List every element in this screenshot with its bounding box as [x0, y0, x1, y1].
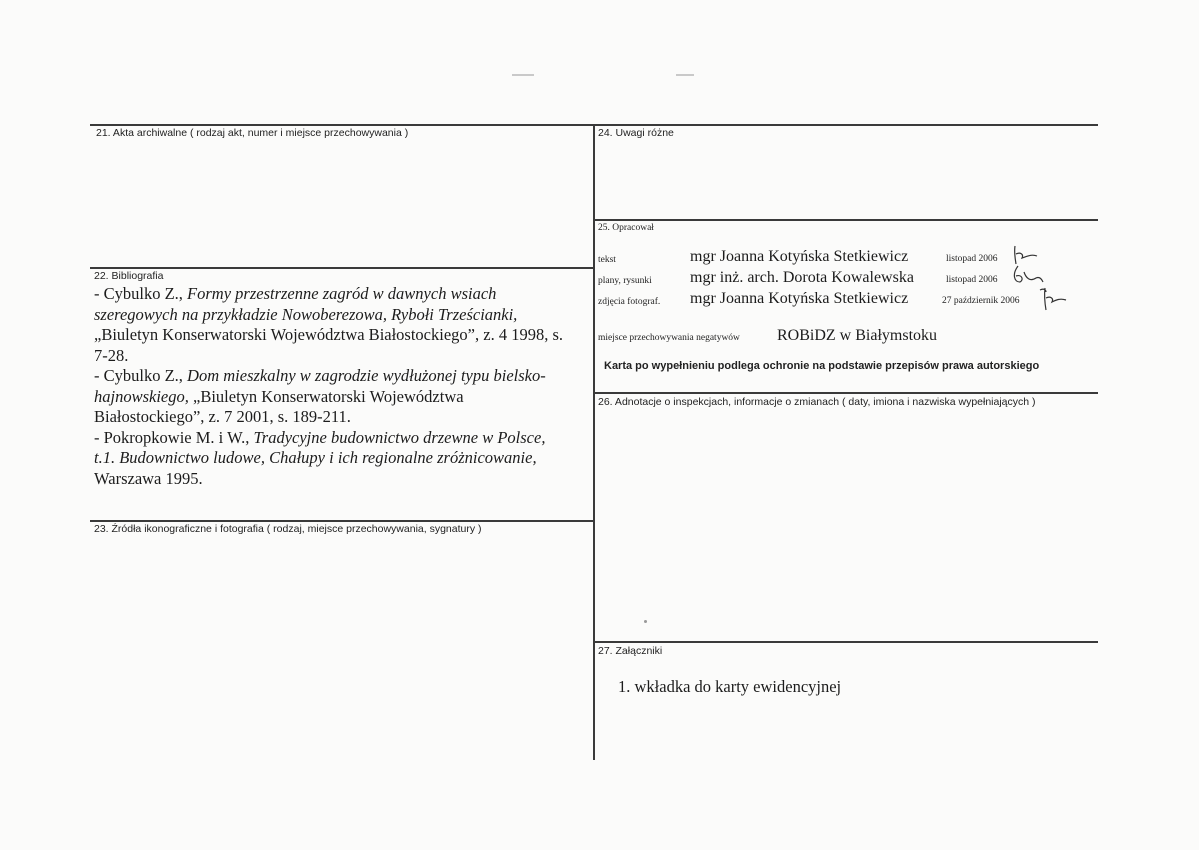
- rule-27: [594, 641, 1098, 643]
- section-22-label: 22. Bibliografia: [94, 270, 164, 282]
- copyright-note: Karta po wypełnieniu podlega ochronie na podstawie przepisów prawa autorskiego: [604, 360, 1040, 372]
- role-label: plany, rysunki: [598, 276, 652, 286]
- bib-line: - Cybulko Z., Dom mieszkalny w zagrodzie wydłużonej typu bielsko-: [94, 366, 546, 385]
- negatives-location: ROBiDZ w Białymstoku: [777, 327, 938, 344]
- bib-line: - Cybulko Z., Formy przestrzenne zagród w dawnych wsiach: [94, 284, 497, 303]
- section-27-label: 27. Załączniki: [598, 645, 663, 657]
- author-date: listopad 2006: [946, 254, 998, 264]
- rule-26: [594, 392, 1098, 394]
- bib-line: - Pokropkowie M. i W., Tradycyjne budownictwo drzewne w Polsce,: [94, 427, 546, 447]
- bib-line: Warszawa 1995.: [94, 468, 203, 488]
- section-24-label: 24. Uwagi różne: [598, 127, 674, 139]
- bib-line: 7-28.: [94, 345, 129, 365]
- handwritten-initials: [1010, 244, 1040, 266]
- author-name: mgr inż. arch. Dorota Kowalewska: [690, 269, 914, 286]
- bibliography-entry: [94, 428, 590, 490]
- rule-22: [90, 267, 594, 269]
- rule-23: [90, 520, 594, 522]
- author-name: mgr Joanna Kotyńska Stetkiewicz: [690, 248, 909, 265]
- bib-line: „Biuletyn Konserwatorski Województwa Białostockiego”, z. 4 1998, s.: [94, 325, 563, 344]
- bibliography-entry: [94, 366, 590, 428]
- bib-line: Białostockiego”, z. 7 2001, s. 189-211.: [94, 407, 351, 426]
- author-date: 27 październik 2006: [942, 296, 1020, 306]
- bibliography-text: [94, 284, 590, 489]
- bib-line: t.1. Budownictwo ludowe, Chałupy i ich regionalne zróżnicowanie,: [94, 448, 537, 467]
- rule-25: [594, 219, 1098, 221]
- section-25-label: 25. Opracował: [598, 223, 654, 233]
- role-label: zdjęcia fotograf.: [598, 297, 661, 307]
- bib-line: szeregowych na przykładzie Nowoberezowa, Rybołi Trześcianki,: [94, 304, 518, 324]
- top-rule-left: [90, 124, 594, 126]
- attachment-item: 1. wkładka do karty ewidencyjnej: [618, 677, 842, 696]
- bibliography-entry: [94, 284, 590, 366]
- section-26-label: 26. Adnotacje o inspekcjach, informacje o zmianach ( daty, imiona i nazwiska wypełniających ): [598, 396, 1036, 408]
- author-name: mgr Joanna Kotyńska Stetkiewicz: [690, 290, 909, 307]
- scan-dot: [644, 620, 647, 623]
- bib-line: hajnowskiego, „Biuletyn Konserwatorski Województwa: [94, 386, 464, 406]
- section-23-label: 23. Źródła ikonograficzne i fotografia ( rodzaj, miejsce przechowywania, sygnatury ): [94, 523, 482, 535]
- scan-artifact: [676, 74, 694, 76]
- role-label: tekst: [598, 255, 616, 265]
- negatives-label: miejsce przechowywania negatywów: [598, 333, 740, 343]
- author-date: listopad 2006: [946, 275, 998, 285]
- scan-artifact: [512, 74, 534, 76]
- section-21-label: 21. Akta archiwalne ( rodzaj akt, numer i miejsce przechowywania ): [96, 127, 409, 139]
- handwritten-initials: [1038, 284, 1068, 312]
- top-rule-right: [594, 124, 1098, 126]
